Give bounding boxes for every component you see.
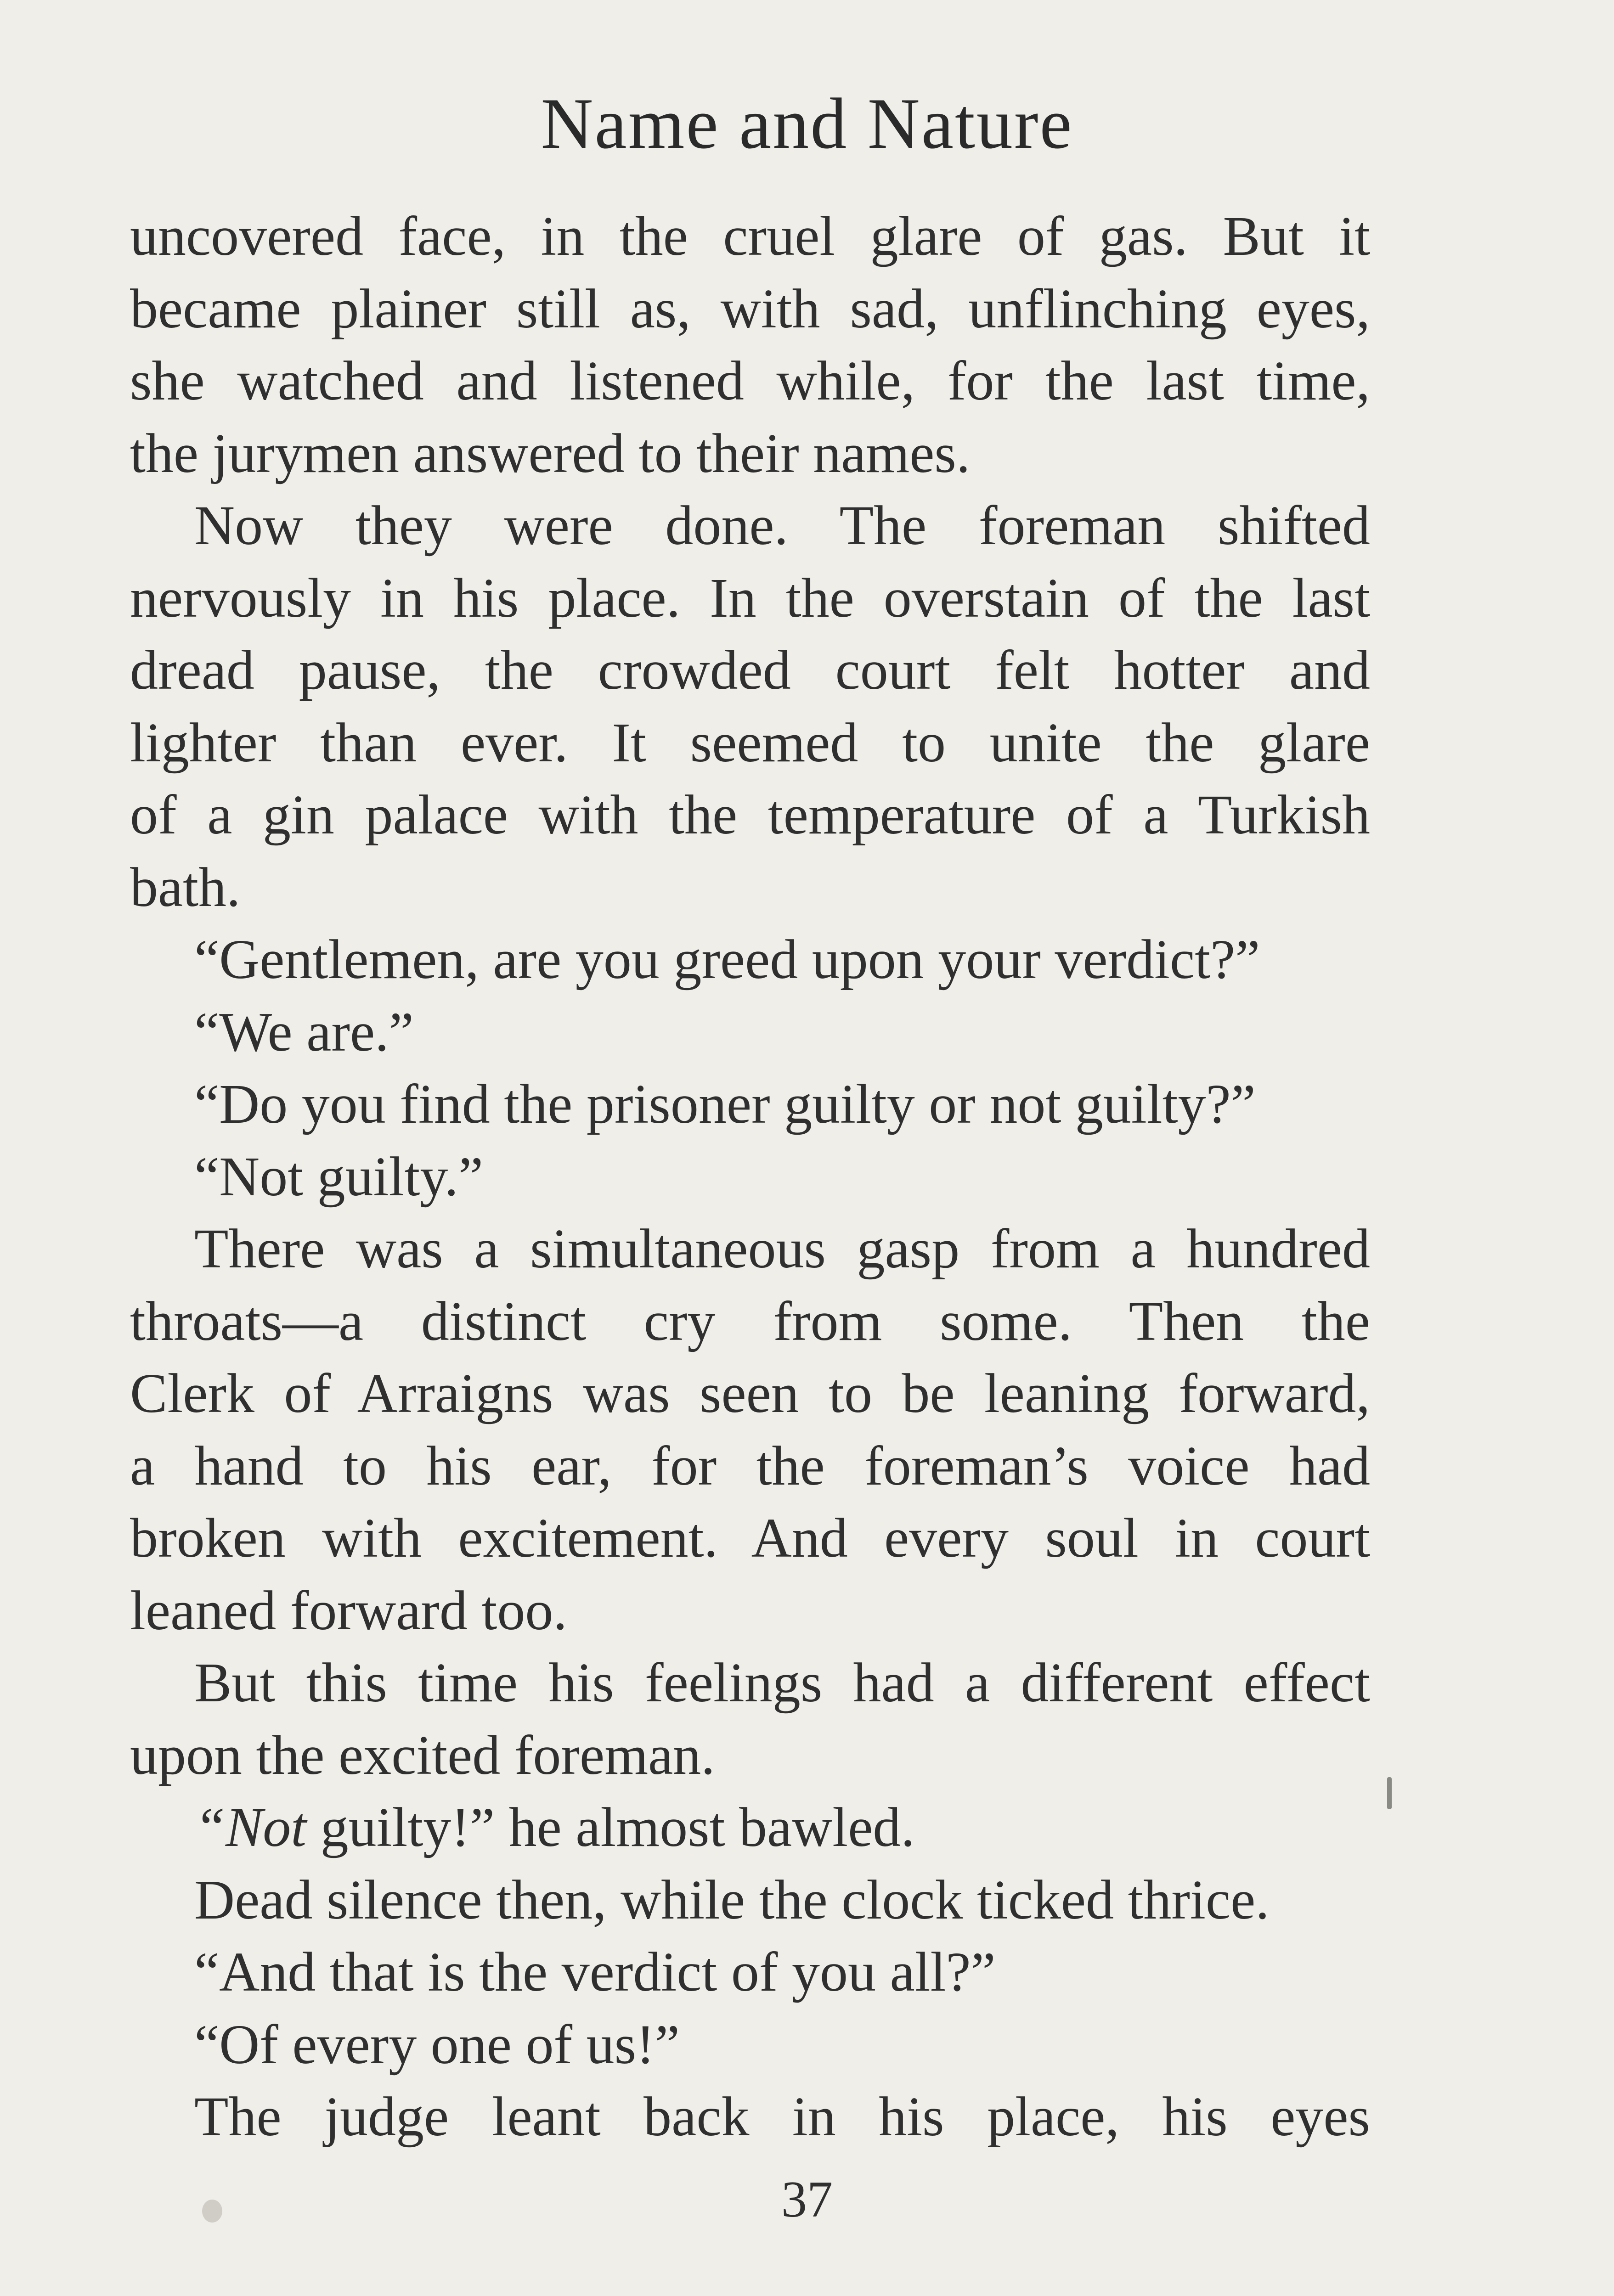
text-line: a hand to his ear, for the foreman’s voice had — [130, 1435, 1370, 1497]
text-line: There was a simultaneous gasp from a hundred — [194, 1218, 1370, 1280]
text-line: upon the excited foreman. — [130, 1724, 715, 1786]
running-head: Name and Nature — [541, 84, 1073, 164]
text-line: of a gin palace with the temperature of a Turkish — [130, 784, 1370, 846]
dialogue-line: “Do you find the prisoner guilty or not guilty?” — [194, 1073, 1256, 1135]
text-line: became plainer still as, with sad, unflinching eyes, — [130, 277, 1370, 340]
text-line: Clerk of Arraigns was seen to be leaning forward, — [130, 1362, 1370, 1424]
dialogue-line: “Gentlemen, are you greed upon your verdict?” — [194, 929, 1260, 990]
dialogue-line: “Not guilty.” — [194, 1145, 484, 1208]
text-line: the jurymen answered to their names. — [130, 422, 971, 484]
dialogue-rest: guilty!” he almost bawled. — [306, 1796, 915, 1858]
text-line: uncovered face, in the cruel glare of gas. But it — [130, 205, 1370, 267]
dialogue-line: “And that is the verdict of you all?” — [194, 1941, 996, 2003]
text-line: lighter than ever. It seemed to unite the glare — [130, 711, 1370, 774]
paper-mark — [1387, 1777, 1392, 1809]
text-line: dread pause, the crowded court felt hotter and — [130, 639, 1370, 701]
text-line: she watched and listened while, for the last time, — [130, 350, 1370, 412]
text-line: broken with excitement. And every soul in court — [130, 1507, 1370, 1569]
text-line: throats—a distinct cry from some. Then the — [130, 1290, 1370, 1352]
text-line: Dead silence then, while the clock ticked thrice. — [194, 1868, 1270, 1931]
paper-speck — [202, 2200, 222, 2223]
text-line: Now they were done. The foreman shifted — [194, 495, 1370, 557]
text-line: The judge leant back in his place, his eyes — [194, 2086, 1370, 2148]
dialogue-line: “We are.” — [194, 1001, 414, 1063]
dialogue-line — [130, 1791, 1370, 1864]
text-line: leaned forward too. — [130, 1579, 567, 1642]
body-text — [130, 200, 1370, 2153]
text-line: But this time his feelings had a different effect — [194, 1652, 1370, 1714]
text-line: nervously in his place. In the overstain of the last — [130, 567, 1370, 629]
page-number: 37 — [781, 2171, 833, 2228]
text-line: bath. — [130, 856, 241, 918]
italic-emphasis: “Not — [194, 1796, 307, 1858]
dialogue-line: “Of every one of us!” — [194, 2013, 680, 2076]
